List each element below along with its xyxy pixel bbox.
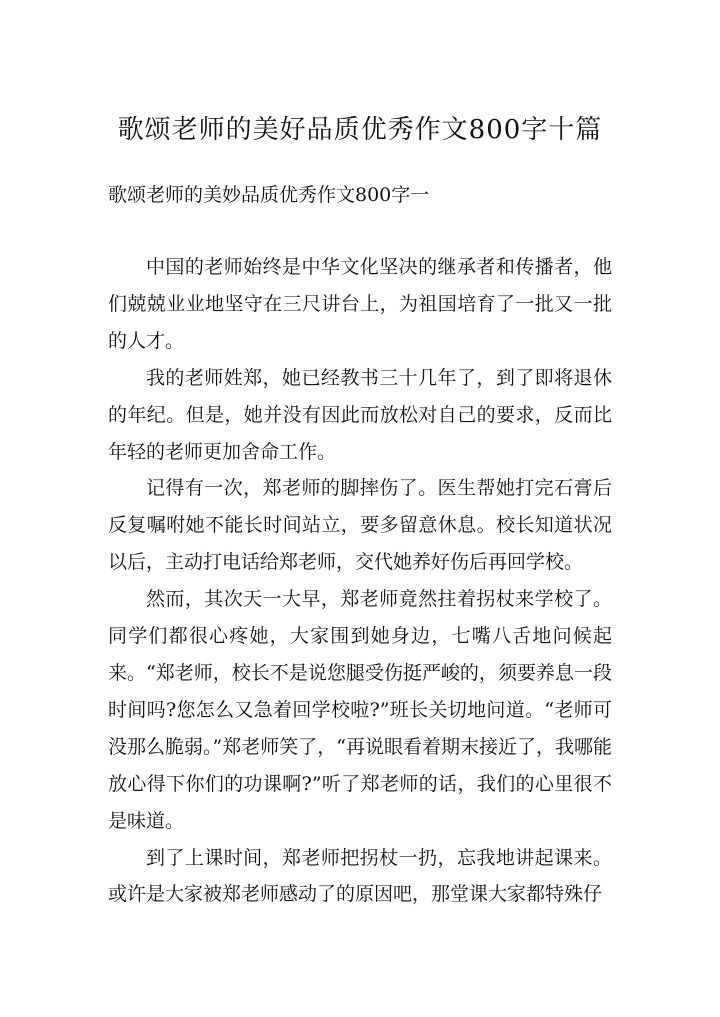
paragraph: 我的老师姓郑，她已经教书三十几年了，到了即将退休的年纪。但是，她并没有因此而放松对自己的要求，反而比年轻的老师更加舍命工作。 [108, 366, 612, 463]
document-title: 歌颂老师的美好品质优秀作文800字十篇 [117, 115, 603, 145]
document-body [108, 249, 612, 913]
paragraph: 中国的老师始终是中华文化坚决的继承者和传播者，他们兢兢业业地坚守在三尺讲台上，为祖国培育了一批又一批的人才。 [108, 256, 612, 352]
document-subtitle: 歌颂老师的美妙品质优秀作文800字一 [108, 184, 430, 206]
paragraph: 然而，其次天一大早，郑老师竟然拄着拐杖来学校了。同学们都很心疼她，大家围到她身边，七嘴八舌地问候起来。“郑老师，校长不是说您腿受伤挺严峻的，须要养息一段时间吗?您怎么又急着回学校啦?”班长关切地问道。“老师可没那么脆弱。”郑老师笑了，“再说眼看着期末接近了，我哪能放心得下你们的功课啊?”听了郑老师的话，我们的心里很不是味道。 [108, 588, 612, 832]
paragraph: 记得有一次，郑老师的脚摔伤了。医生帮她打完石膏后反复嘱咐她不能长时间站立，要多留意休息。校长知道状况以后，主动打电话给郑老师，交代她养好伤后再回学校。 [108, 477, 612, 574]
paragraph: 到了上课时间，郑老师把拐杖一扔，忘我地讲起课来。或许是大家被郑老师感动了的原因吧，那堂课大家都特殊仔 [108, 846, 612, 906]
